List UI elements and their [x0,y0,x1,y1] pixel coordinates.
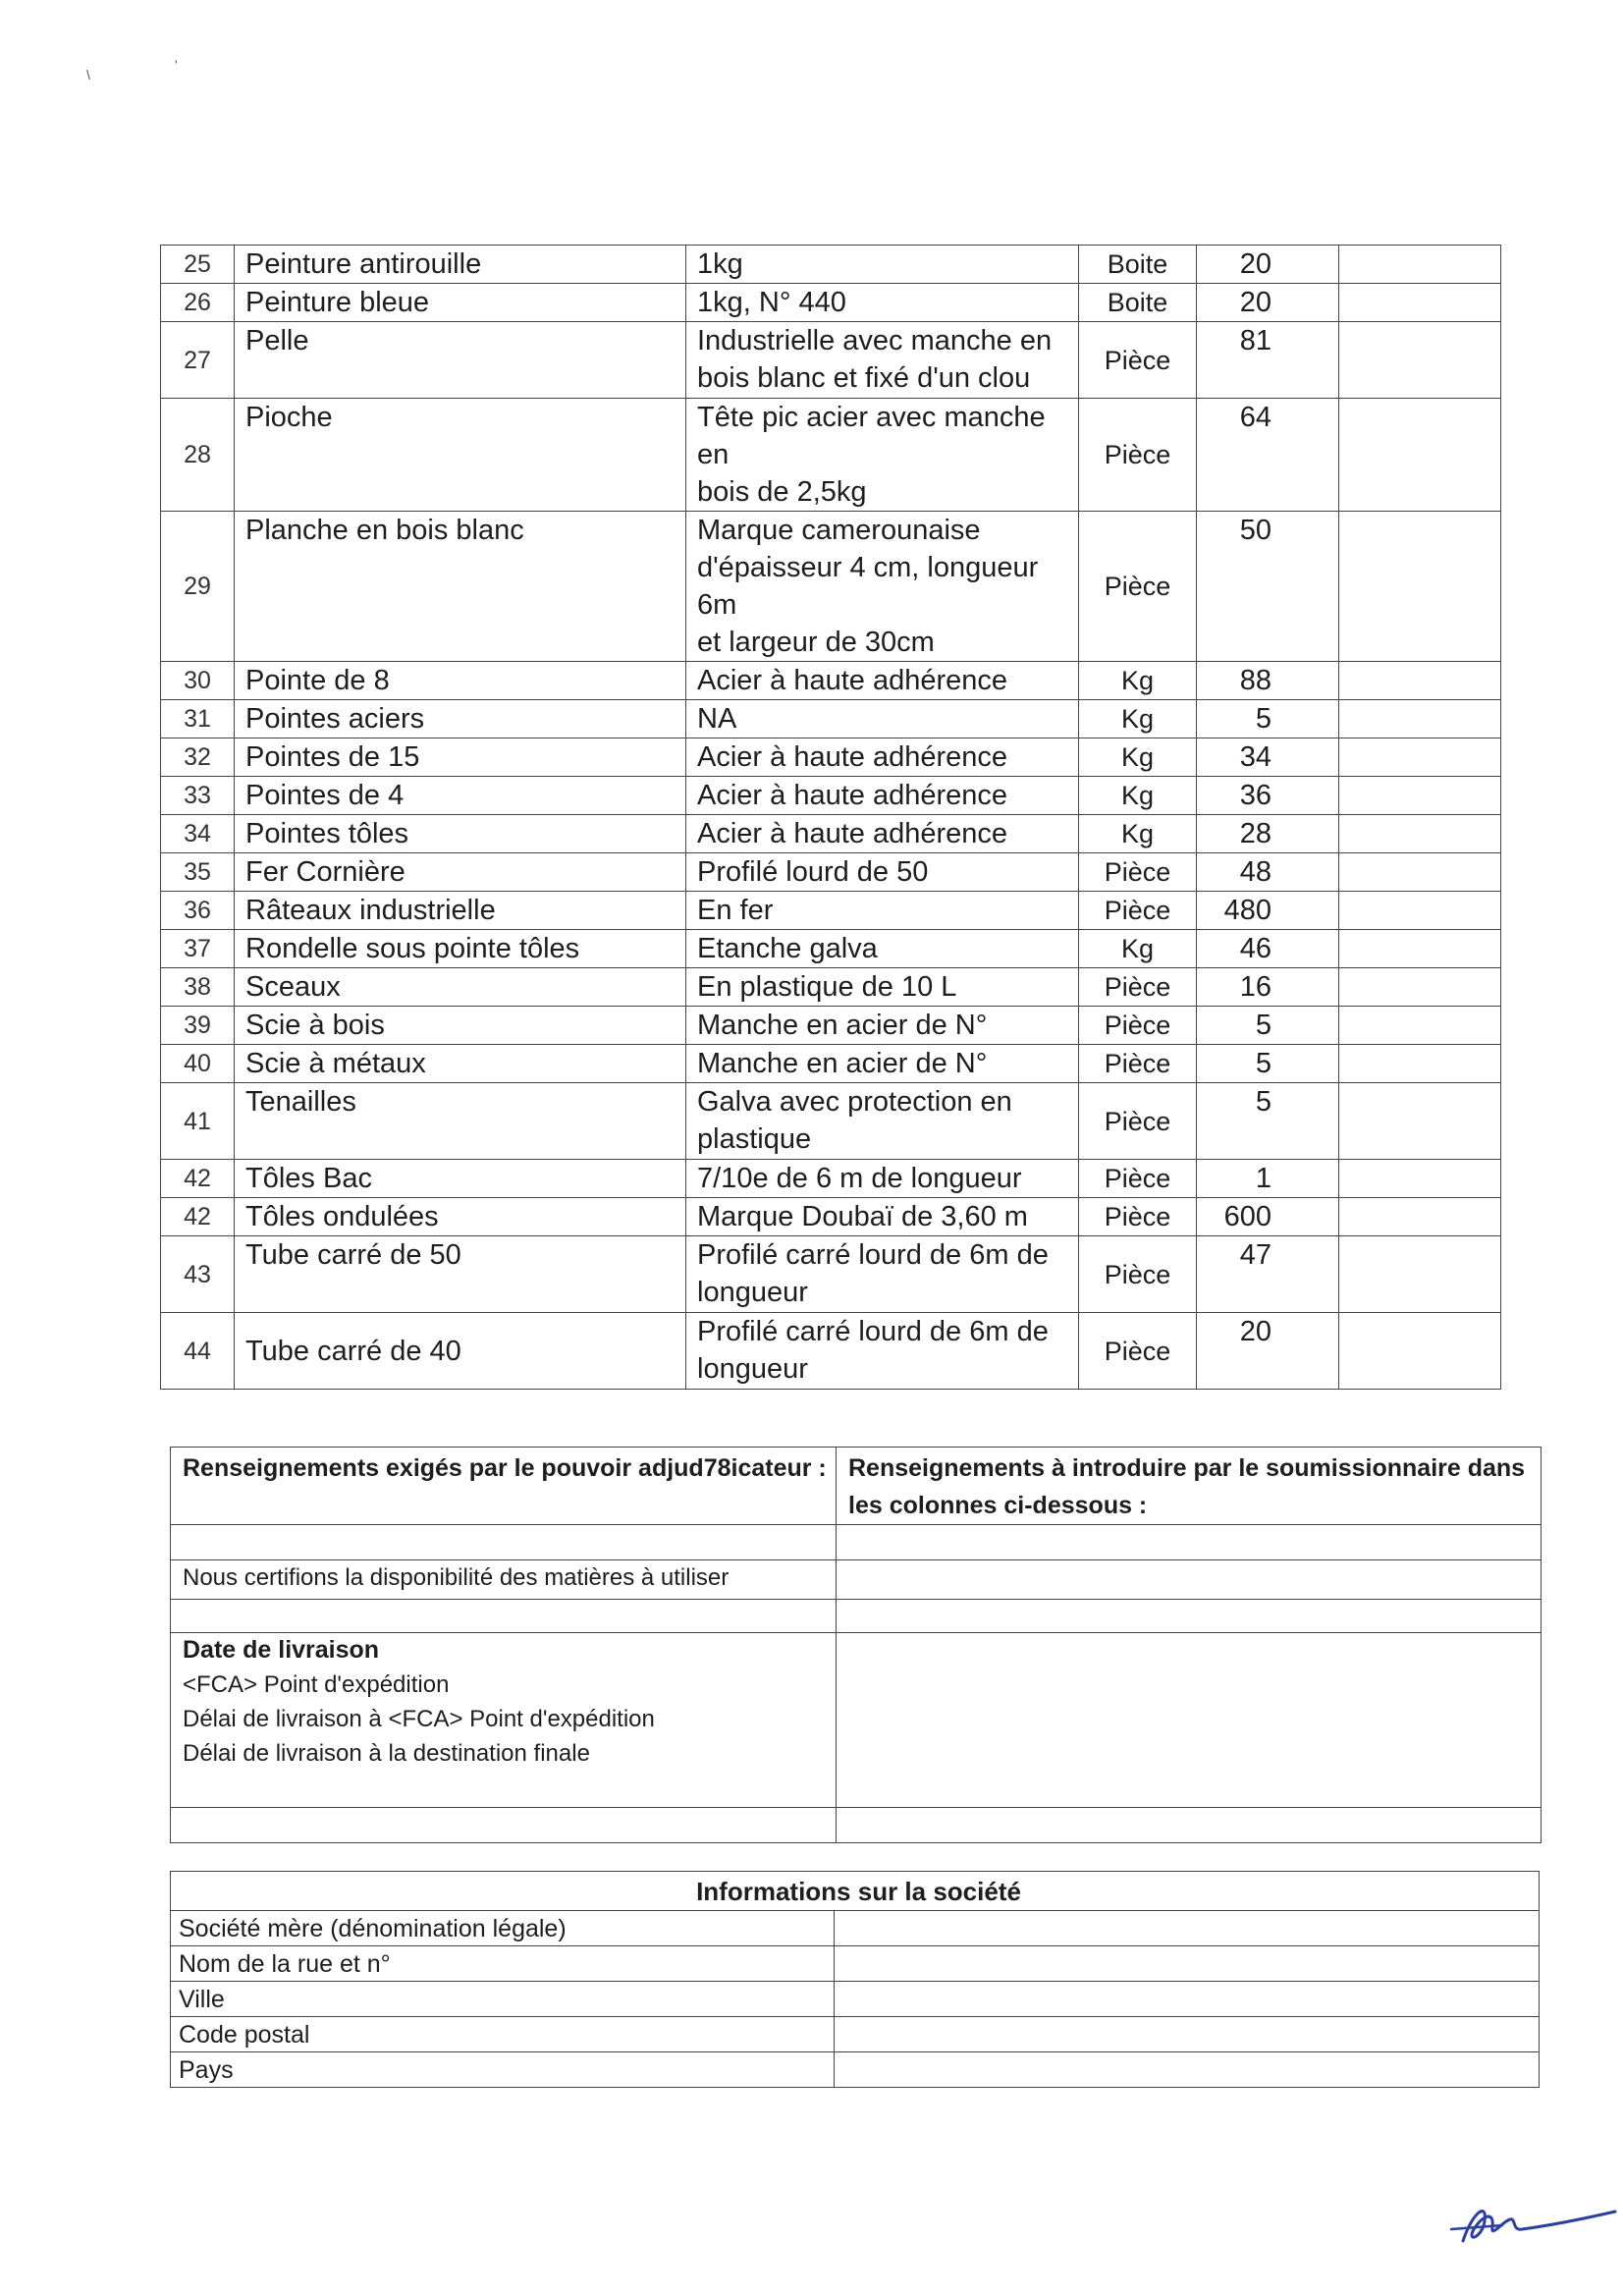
company-field-parent-name: Société mère (dénomination légale) [171,1911,835,1946]
bidder-info-table [170,1447,1542,1843]
item-number: 39 [161,1007,235,1045]
designation-line: Pioche [245,402,333,433]
item-price-cell[interactable] [1339,815,1501,853]
specification-line: Profilé carré lourd de 6m de [697,1239,1049,1271]
specification-line: Marque camerounaise [697,515,981,546]
item-quantity: 480 [1197,892,1339,930]
item-designation [235,777,686,815]
item-quantity: 28 [1197,815,1339,853]
designation-line: Pointes tôles [245,818,409,849]
item-designation [235,1160,686,1198]
specification-line: Acier à haute adhérence [697,665,1007,696]
item-designation [235,1007,686,1045]
item-unit: Kg [1079,738,1197,777]
table-row [161,1045,1501,1083]
designation-line: Peinture antirouille [245,248,482,280]
item-specification [686,1160,1079,1198]
company-field-postal-code: Code postal [171,2017,835,2052]
specification-line: longueur [697,1277,808,1308]
item-number: 44 [161,1313,235,1390]
item-number: 40 [161,1045,235,1083]
item-unit: Pièce [1079,892,1197,930]
item-quantity: 20 [1197,246,1339,284]
item-unit: Boite [1079,284,1197,322]
item-quantity: 16 [1197,968,1339,1007]
item-designation [235,322,686,399]
company-input-parent-name[interactable] [835,1911,1540,1946]
item-number: 33 [161,777,235,815]
item-designation [235,284,686,322]
item-quantity: 81 [1197,322,1339,399]
availability-input-cell[interactable] [837,1560,1542,1600]
item-designation [235,853,686,892]
item-price-cell[interactable] [1339,1160,1501,1198]
item-number: 38 [161,968,235,1007]
delivery-line-final-delay: Délai de livraison à la destination finale [183,1740,590,1767]
designation-line: Tôles Bac [245,1163,372,1194]
item-price-cell[interactable] [1339,1045,1501,1083]
item-specification [686,815,1079,853]
item-unit: Pièce [1079,1198,1197,1236]
table-row [161,853,1501,892]
specification-line: Profilé carré lourd de 6m de [697,1316,1049,1347]
item-unit: Pièce [1079,1160,1197,1198]
item-specification [686,738,1079,777]
item-specification [686,1007,1079,1045]
specification-line: Acier à haute adhérence [697,818,1007,849]
item-designation [235,1236,686,1313]
item-designation [235,1045,686,1083]
table-row [161,246,1501,284]
designation-line: Tube carré de 50 [245,1239,461,1271]
table-row [161,930,1501,968]
item-number: 29 [161,512,235,662]
designation-line: Fer Cornière [245,856,406,888]
table-row [161,700,1501,738]
item-price-cell[interactable] [1339,399,1501,512]
designation-line: Tube carré de 40 [245,1335,461,1367]
item-quantity: 1 [1197,1160,1339,1198]
item-designation [235,700,686,738]
bidder-input-cell[interactable] [837,1525,1542,1560]
item-number: 34 [161,815,235,853]
item-quantity: 5 [1197,1007,1339,1045]
specification-line: 1kg [697,248,743,280]
company-field-country: Pays [171,2052,835,2088]
designation-line: Planche en bois blanc [245,515,524,546]
bidder-header-right: Renseignements à introduire par le soumissionnaire dans les colonnes ci-dessous : [837,1448,1542,1525]
item-number: 42 [161,1160,235,1198]
table-row [161,968,1501,1007]
item-specification [686,1313,1079,1390]
company-field-street: Nom de la rue et n° [171,1946,835,1982]
item-unit: Kg [1079,777,1197,815]
company-input-city[interactable] [835,1982,1540,2017]
item-price-cell[interactable] [1339,777,1501,815]
delivery-title: Date de livraison [183,1636,380,1664]
specification-line: Profilé lourd de 50 [697,856,929,888]
item-price-cell[interactable] [1339,246,1501,284]
item-designation [235,738,686,777]
item-number: 26 [161,284,235,322]
item-number: 35 [161,853,235,892]
specification-line: bois de 2,5kg [697,476,867,508]
item-designation [235,968,686,1007]
item-specification [686,700,1079,738]
scan-mark-left: \ [86,67,90,82]
bidder-input-cell[interactable] [837,1808,1542,1843]
item-price-cell[interactable] [1339,284,1501,322]
table-row [161,284,1501,322]
items-table [160,245,1501,1390]
table-row [161,512,1501,662]
designation-line: Râteaux industrielle [245,895,496,926]
specification-line: Marque Doubaï de 3,60 m [697,1201,1028,1232]
item-specification [686,1236,1079,1313]
item-unit: Pièce [1079,1007,1197,1045]
item-number: 36 [161,892,235,930]
table-row [161,777,1501,815]
item-number: 37 [161,930,235,968]
item-designation [235,512,686,662]
designation-line: Scie à métaux [245,1048,426,1079]
item-unit: Pièce [1079,853,1197,892]
item-unit: Pièce [1079,1083,1197,1160]
specification-line: Industrielle avec manche en [697,325,1053,356]
item-quantity: 600 [1197,1198,1339,1236]
item-designation [235,892,686,930]
specification-line: longueur [697,1353,808,1385]
item-number: 41 [161,1083,235,1160]
company-input-country[interactable] [835,2052,1540,2088]
designation-line: Tôles ondulées [245,1201,439,1232]
item-quantity: 36 [1197,777,1339,815]
designation-line: Pointes aciers [245,703,425,735]
bidder-empty-cell [171,1600,837,1633]
table-row [161,1160,1501,1198]
item-specification [686,853,1079,892]
specification-line: Manche en acier de N° [697,1048,988,1079]
item-unit: Pièce [1079,1313,1197,1390]
item-specification [686,322,1079,399]
handwritten-signature [1434,2182,1620,2261]
specification-line: 1kg, N° 440 [697,287,846,318]
item-specification [686,930,1079,968]
delivery-info-cell [171,1633,837,1808]
item-designation [235,1198,686,1236]
table-row [161,1007,1501,1045]
specification-line: d'épaisseur 4 cm, longueur 6m [697,552,1039,621]
items-table-body [161,246,1501,1390]
item-price-cell[interactable] [1339,1236,1501,1313]
item-specification [686,512,1079,662]
specification-line: Acier à haute adhérence [697,780,1007,811]
item-specification [686,284,1079,322]
item-unit: Kg [1079,700,1197,738]
specification-line: et largeur de 30cm [697,627,935,658]
specification-line: En plastique de 10 L [697,971,957,1003]
designation-line: Pointes de 4 [245,780,405,811]
item-quantity: 50 [1197,512,1339,662]
designation-line: Peinture bleue [245,287,430,318]
item-specification [686,892,1079,930]
item-unit: Pièce [1079,512,1197,662]
specification-line: Acier à haute adhérence [697,741,1007,773]
specification-line: 7/10e de 6 m de longueur [697,1163,1022,1194]
item-price-cell[interactable] [1339,853,1501,892]
item-number: 43 [161,1236,235,1313]
bidder-input-cell[interactable] [837,1600,1542,1633]
item-quantity: 64 [1197,399,1339,512]
company-info-title: Informations sur la société [171,1872,1540,1911]
item-specification [686,246,1079,284]
item-quantity: 34 [1197,738,1339,777]
item-price-cell[interactable] [1339,1007,1501,1045]
item-unit: Pièce [1079,399,1197,512]
item-specification [686,777,1079,815]
item-designation [235,1083,686,1160]
table-row [161,815,1501,853]
item-quantity: 5 [1197,700,1339,738]
specification-line: bois blanc et fixé d'un clou [697,362,1031,394]
item-specification [686,1083,1079,1160]
item-quantity: 88 [1197,662,1339,700]
table-row [161,1083,1501,1160]
company-info-table [170,1871,1540,2088]
availability-label: Nous certifions la disponibilité des matières à utiliser [171,1560,837,1600]
item-unit: Pièce [1079,322,1197,399]
designation-line: Pointes de 15 [245,741,420,773]
item-price-cell[interactable] [1339,968,1501,1007]
item-price-cell[interactable] [1339,512,1501,662]
table-row [161,1198,1501,1236]
designation-line: Tenailles [245,1086,356,1118]
item-quantity: 20 [1197,284,1339,322]
specification-line: Galva avec protection en [697,1086,1012,1118]
item-quantity: 48 [1197,853,1339,892]
item-quantity: 5 [1197,1045,1339,1083]
company-field-city: Ville [171,1982,835,2017]
item-number: 42 [161,1198,235,1236]
table-row [161,1313,1501,1390]
table-row [161,738,1501,777]
designation-line: Pointe de 8 [245,665,390,696]
designation-line: Rondelle sous pointe tôles [245,933,580,964]
table-row [161,662,1501,700]
item-unit: Boite [1079,246,1197,284]
delivery-input-cell[interactable] [837,1633,1542,1808]
item-designation [235,662,686,700]
table-row [161,399,1501,512]
item-quantity: 20 [1197,1313,1339,1390]
item-number: 32 [161,738,235,777]
item-price-cell[interactable] [1339,322,1501,399]
item-designation [235,1313,686,1390]
item-price-cell[interactable] [1339,700,1501,738]
specification-line: plastique [697,1123,812,1155]
delivery-line-fca-delay: Délai de livraison à <FCA> Point d'expédition [183,1706,655,1732]
bidder-empty-cell [171,1808,837,1843]
item-unit: Pièce [1079,1045,1197,1083]
item-specification [686,968,1079,1007]
item-number: 28 [161,399,235,512]
item-number: 31 [161,700,235,738]
item-unit: Kg [1079,930,1197,968]
item-price-cell[interactable] [1339,892,1501,930]
specification-line: Manche en acier de N° [697,1010,988,1041]
item-number: 25 [161,246,235,284]
bidder-empty-cell [171,1525,837,1560]
item-quantity: 5 [1197,1083,1339,1160]
item-quantity: 47 [1197,1236,1339,1313]
item-price-cell[interactable] [1339,930,1501,968]
item-designation [235,399,686,512]
item-number: 27 [161,322,235,399]
designation-line: Sceaux [245,971,341,1003]
item-unit: Pièce [1079,1236,1197,1313]
table-row [161,892,1501,930]
specification-line: En fer [697,895,774,926]
item-price-cell[interactable] [1339,1198,1501,1236]
item-unit: Kg [1079,815,1197,853]
scan-mark-right: ' [175,57,178,73]
item-price-cell[interactable] [1339,1083,1501,1160]
item-specification [686,1198,1079,1236]
item-price-cell[interactable] [1339,662,1501,700]
specification-line: NA [697,703,737,735]
designation-line: Scie à bois [245,1010,385,1041]
item-designation [235,246,686,284]
table-row [161,1236,1501,1313]
item-designation [235,930,686,968]
company-input-postal-code[interactable] [835,2017,1540,2052]
item-unit: Pièce [1079,968,1197,1007]
item-quantity: 46 [1197,930,1339,968]
item-designation [235,815,686,853]
company-input-street[interactable] [835,1946,1540,1982]
bidder-header-left: Renseignements exigés par le pouvoir adjud78icateur : [171,1448,837,1525]
item-specification [686,399,1079,512]
specification-line: Tête pic acier avec manche en [697,402,1046,470]
item-specification [686,1045,1079,1083]
item-number: 30 [161,662,235,700]
specification-line: Etanche galva [697,933,878,964]
item-specification [686,662,1079,700]
item-price-cell[interactable] [1339,1313,1501,1390]
item-price-cell[interactable] [1339,738,1501,777]
item-unit: Kg [1079,662,1197,700]
designation-line: Pelle [245,325,309,356]
delivery-line-fca: <FCA> Point d'expédition [183,1671,450,1698]
table-row [161,322,1501,399]
